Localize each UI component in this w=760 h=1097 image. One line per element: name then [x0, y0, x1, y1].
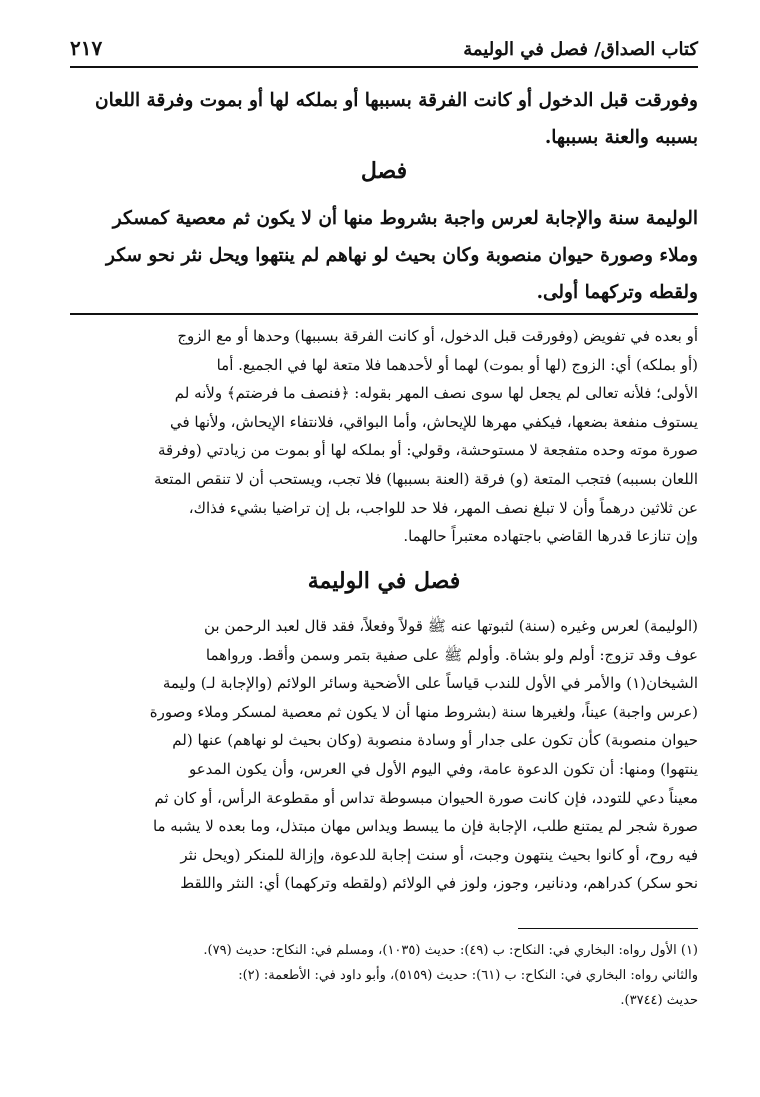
text-line: (عرس واجبة) عيناً، ولغيرها سنة (بشروط منها أن لا يكون ثم معصية لمسكر وملاء وصورة — [149, 702, 698, 721]
sharh-heading: فصل في الوليمة — [307, 568, 461, 594]
text-line: (أو بملكه) أي: الزوج (لها أو بموت) لهما أو لأحدهما فلا متعة لها في الجميع. أما — [216, 355, 698, 374]
sharh-part-1 — [70, 322, 698, 551]
section-title: فصل — [360, 158, 408, 184]
text-line: وملاء وصورة حيوان منصوبة وكان بحيث لو نهاهم لم ينتهوا ويحل نثر نحو سكر — [105, 245, 698, 266]
footnote-line: (١) الأول رواه: البخاري في: النكاح: ب (٤٩): حديث (١٠٣٥)، ومسلم في: النكاح: حديث (٧٩). — [203, 943, 698, 958]
text-line: الشيخان(١) والأمر في الأول للندب قياساً على الأضحية وسائر الولائم (والإجابة لـ) وليمة — [162, 674, 698, 693]
text-line: فيه روح، أو كانوا بحيث ينتهون وجبت، أو سنت إجابة للدعوة، وإزالة للمنكر (ويحل نثر — [180, 845, 698, 864]
text-line: ينتهوا) ومنها: أن تكون الدعوة عامة، وفي اليوم الأول في العرس، وأن يكون المدعو — [188, 759, 698, 778]
text-line: حيوان منصوبة) كأن تكون على جدار أو وسادة منصوبة (وكان بحيث لو نهاهم) عنها (لم — [172, 731, 698, 750]
text-line: نحو سكر) كدراهم، ودنانير، وجوز، ولوز في الولائم (ولقطه وتركهما) أي: النثر واللقط — [180, 874, 698, 893]
text-line: معيناً دعي للتودد، فإن كانت صورة الحيوان مبسوطة تداس أو مقطوعة الرأس، أو كان ثم — [154, 788, 698, 807]
text-line: عوف وقد تزوج: أولم ولو بشاة. وأولم ﷺ على صفية بتمر وسمن وأقط. ورواهما — [205, 645, 698, 664]
footnote-rule — [518, 928, 698, 929]
footnotes — [70, 938, 698, 1013]
matn-section — [70, 200, 698, 311]
text-line: عن ثلاثين درهماً وأن لا تبلغ نصف المهر، فلا حد للواجب، بل إن تراضيا بشيء فذاك، — [188, 498, 698, 517]
text-line: وإن تنازعا قدرها القاضي باجتهاده معتبراً حالهما. — [403, 527, 698, 546]
text-line: صورة موته وحده متفجعة لا مستوحشة، وقولي: أو بملكه لها أو بموت من زيادتي (وفرقة — [157, 441, 698, 460]
matn-sharh-divider — [70, 313, 698, 315]
text-line: أو بعده في تفويض (وفورقت قبل الدخول، أو كانت الفرقة بسببها) وحدها أو مع الزوج — [177, 327, 698, 345]
footnote-line: والثاني رواه: البخاري في: النكاح: ب (٦١): حديث (٥١٥٩)، وأبو داود في: الأطعمة: (٢): — [238, 968, 698, 983]
sharh-part-2 — [70, 612, 698, 898]
text-line: الوليمة سنة والإجابة لعرس واجبة بشروط منها أن لا يكون ثم معصية كمسكر — [112, 208, 698, 229]
text-line: يستوف منفعة بضعها، فيكفي مهرها للإيحاش، وأما البواقي، فلانتفاء الإيحاش، ولأنها في — [169, 412, 698, 431]
footnote-line: حديث (٣٧٤٤). — [620, 993, 698, 1008]
text-line: وفورقت قبل الدخول أو كانت الفرقة بسببها أو بملكه لها أو بموت وفرقة اللعان — [95, 90, 698, 111]
text-line: بسببه والعنة بسببها. — [544, 127, 698, 148]
matn-intro — [70, 82, 698, 156]
page-header — [70, 30, 698, 60]
text-line: الأولى؛ فلأنه تعالى لم يجعل لها سوى نصف المهر بقوله: ﴿فنصف ما فرضتم﴾ ولأنه لم — [174, 384, 698, 403]
page-number: ٢١٧ — [70, 36, 103, 60]
text-line: (الوليمة) لعرس وغيره (سنة) لثبوتها عنه ﷺ قولاً وفعلاً، فقد قال لعبد الرحمن بن — [203, 617, 698, 635]
text-line: ولقطه وتركهما أولى. — [536, 282, 698, 303]
running-title: كتاب الصداق/ فصل في الوليمة — [463, 39, 698, 60]
header-rule — [70, 66, 698, 68]
text-line: اللعان بسببه) فتجب المتعة (و) فرقة (العنة بسببها) فلا تجب، ويستحب أن لا تنقص المتعة — [154, 469, 698, 488]
text-line: صورة شجر لم يمتنع طلب، الإجابة فإن ما يبسط ويداس مهان مبتذل، وما بعده لا يشبه ما — [152, 817, 698, 836]
